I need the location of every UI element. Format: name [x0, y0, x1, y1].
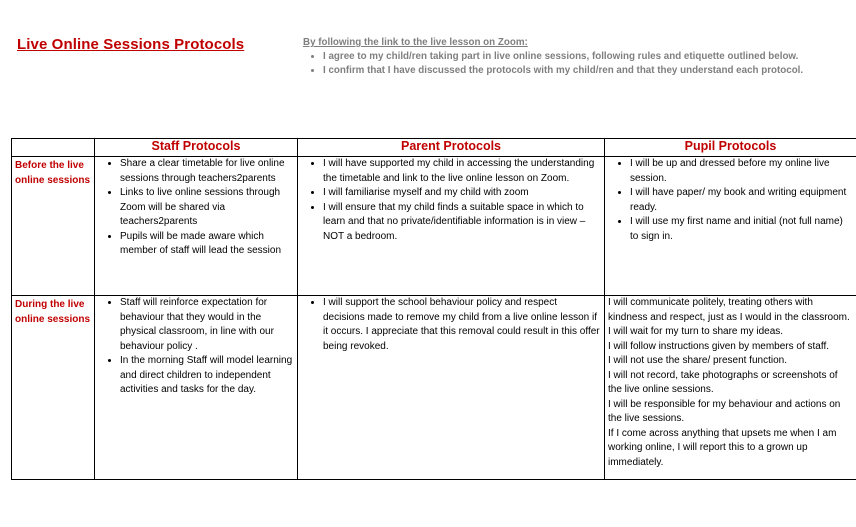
list-item: • I will familiarise myself and my child with zoom	[323, 186, 601, 201]
row-label-during: During the live online sessions	[12, 296, 95, 480]
pupil-line: I will communicate politely, treating others with kindness and respect, just as I would in the classroom.	[608, 297, 850, 323]
pupil-line: I will wait for my turn to share my ideas.	[608, 326, 784, 337]
pupil-line: If I come across anything that upsets me when I am working online, I will report this to a grown up immediately.	[608, 427, 837, 468]
intro-block	[303, 36, 848, 78]
list-item: • I will have paper/ my book and writing equipment ready.	[630, 186, 853, 215]
list-item: • I will support the school behaviour policy and respect decisions made to remove my child from a live online lesson if it occurs. I appreciate that this removal could result in this offer being revoked.	[323, 296, 601, 354]
cell-parent-during	[298, 296, 605, 480]
cell-pupil-before	[605, 157, 856, 296]
protocols-table	[11, 138, 856, 480]
cell-pupil-during	[605, 296, 856, 480]
pupil-line: I will not record, take photographs or screenshots of the live online sessions.	[608, 369, 838, 395]
pupil-line: I will be responsible for my behaviour and actions on the live sessions.	[608, 398, 841, 424]
header-pupil: Pupil Protocols	[605, 139, 856, 157]
cell-parent-before	[298, 157, 605, 296]
list-item: • Pupils will be made aware which member of staff will lead the session	[120, 230, 294, 259]
list-item: • I will be up and dressed before my online live session.	[630, 157, 853, 186]
pupil-line: I will follow instructions given by members of staff.	[608, 340, 830, 352]
intro-list	[303, 50, 848, 78]
list-item: • Links to live online sessions through Zoom will be shared via teachers2parents	[120, 186, 294, 230]
row-label-before: Before the live online sessions	[12, 157, 95, 296]
intro-lead: By following the link to the live lesson on Zoom:	[303, 37, 528, 48]
document-title: Live Online Sessions Protocols	[17, 36, 245, 53]
header-row	[12, 139, 856, 157]
list-item: • Staff will reinforce expectation for behaviour that they would in the physical classroom, in line with our behaviour policy .	[120, 296, 294, 354]
header-corner	[12, 139, 95, 157]
list-item: • Share a clear timetable for live online sessions through teachers2parents	[120, 157, 294, 186]
list-item: • In the morning Staff will model learning and direct children to independent activities and tasks for the day.	[120, 354, 294, 398]
header-parent: Parent Protocols	[298, 139, 605, 157]
list-item: • I will have supported my child in accessing the understanding the timetable and link to the live online lesson on Zoom.	[323, 157, 601, 186]
table-row-before	[12, 157, 856, 296]
intro-point: • I confirm that I have discussed the protocols with my child/ren and that they understand each protocol.	[323, 64, 848, 78]
pupil-line: I will not use the share/ present function.	[608, 355, 787, 366]
cell-staff-before	[95, 157, 298, 296]
list-item: • I will ensure that my child finds a suitable space in which to learn and that no private/identifiable information is in view – NOT a bedroom.	[323, 201, 601, 245]
header-staff: Staff Protocols	[95, 139, 298, 157]
table-row-during	[12, 296, 856, 480]
list-item: • I will use my first name and initial (not full name) to sign in.	[630, 215, 853, 244]
intro-point: • I agree to my child/ren taking part in live online sessions, following rules and etiquette outlined below.	[323, 50, 848, 64]
cell-staff-during	[95, 296, 298, 480]
